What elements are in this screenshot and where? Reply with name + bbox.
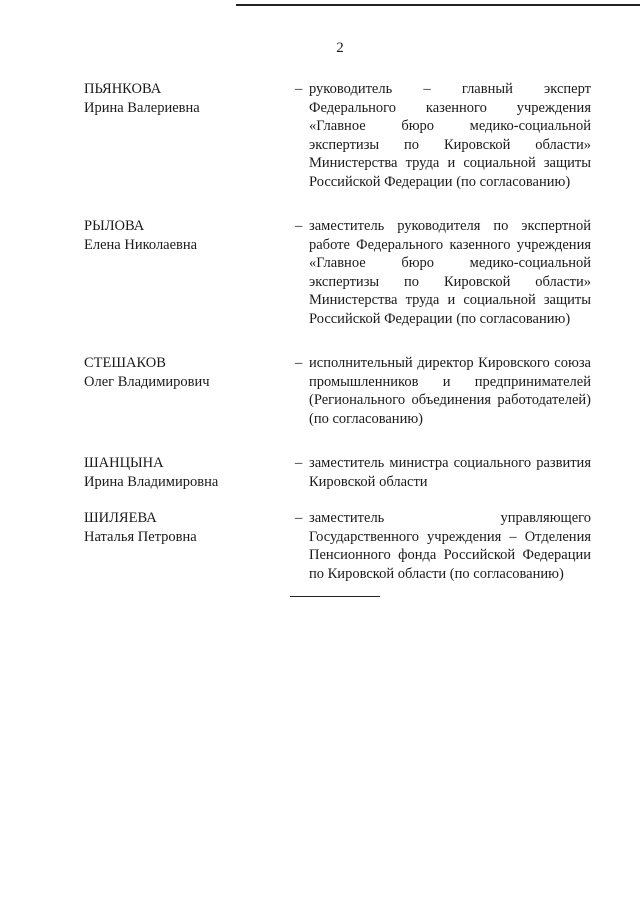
- member-surname: ПЬЯНКОВА: [84, 81, 162, 97]
- member-role: исполнительный директор Кировского союза промышленников и предпринимателей (Регионального объединения работодателей) (по согласованию): [309, 355, 591, 427]
- member-dash: –: [295, 455, 303, 471]
- member-given-names: Наталья Петровна: [84, 528, 197, 545]
- member-name: [84, 80, 284, 117]
- member-role: заместитель руководителя по экспертной работе Федерального казенного учреждения «Главное бюро медико-социальной экспертизы по Кировской области» Министерства труда и социальной защиты Российской Федерации (по согласованию): [309, 218, 591, 327]
- member-role: заместитель управляющего Государственного учреждения – Отделения Пенсионного фонда Российской Федерации по Кировской области (по согласованию): [309, 510, 591, 582]
- member-given-names: Ирина Валериевна: [84, 99, 200, 116]
- member-entry: [84, 80, 596, 191]
- member-surname: ШАНЦЫНА: [84, 455, 164, 471]
- member-role: руководитель – главный эксперт Федерального казенного учреждения «Главное бюро медико-социальной экспертизы по Кировской области» Министерства труда и социальной защиты Российской Федерации (по согласованию): [309, 81, 591, 190]
- member-name: [84, 354, 284, 391]
- page-number: 2: [336, 40, 344, 56]
- member-dash: –: [295, 355, 303, 371]
- member-role: заместитель министра социального развития Кировской области: [309, 455, 591, 490]
- member-given-names: Олег Владимирович: [84, 373, 210, 390]
- end-of-list-rule: [290, 596, 380, 597]
- member-dash: –: [295, 218, 303, 234]
- member-entry: [84, 454, 596, 491]
- member-given-names: Елена Николаевна: [84, 236, 198, 253]
- member-name: [84, 217, 284, 254]
- member-name: [84, 454, 284, 491]
- member-entry: [84, 217, 596, 328]
- member-entry: [84, 509, 596, 583]
- member-entry: [84, 354, 596, 428]
- member-surname: ШИЛЯЕВА: [84, 510, 157, 526]
- member-surname: РЫЛОВА: [84, 218, 145, 234]
- member-name: [84, 509, 284, 546]
- member-given-names: Ирина Владимировна: [84, 473, 219, 490]
- member-dash: –: [295, 81, 303, 97]
- member-surname: СТЕШАКОВ: [84, 355, 166, 371]
- member-dash: –: [295, 510, 303, 526]
- top-rule: [236, 4, 640, 6]
- member-list: [84, 80, 596, 583]
